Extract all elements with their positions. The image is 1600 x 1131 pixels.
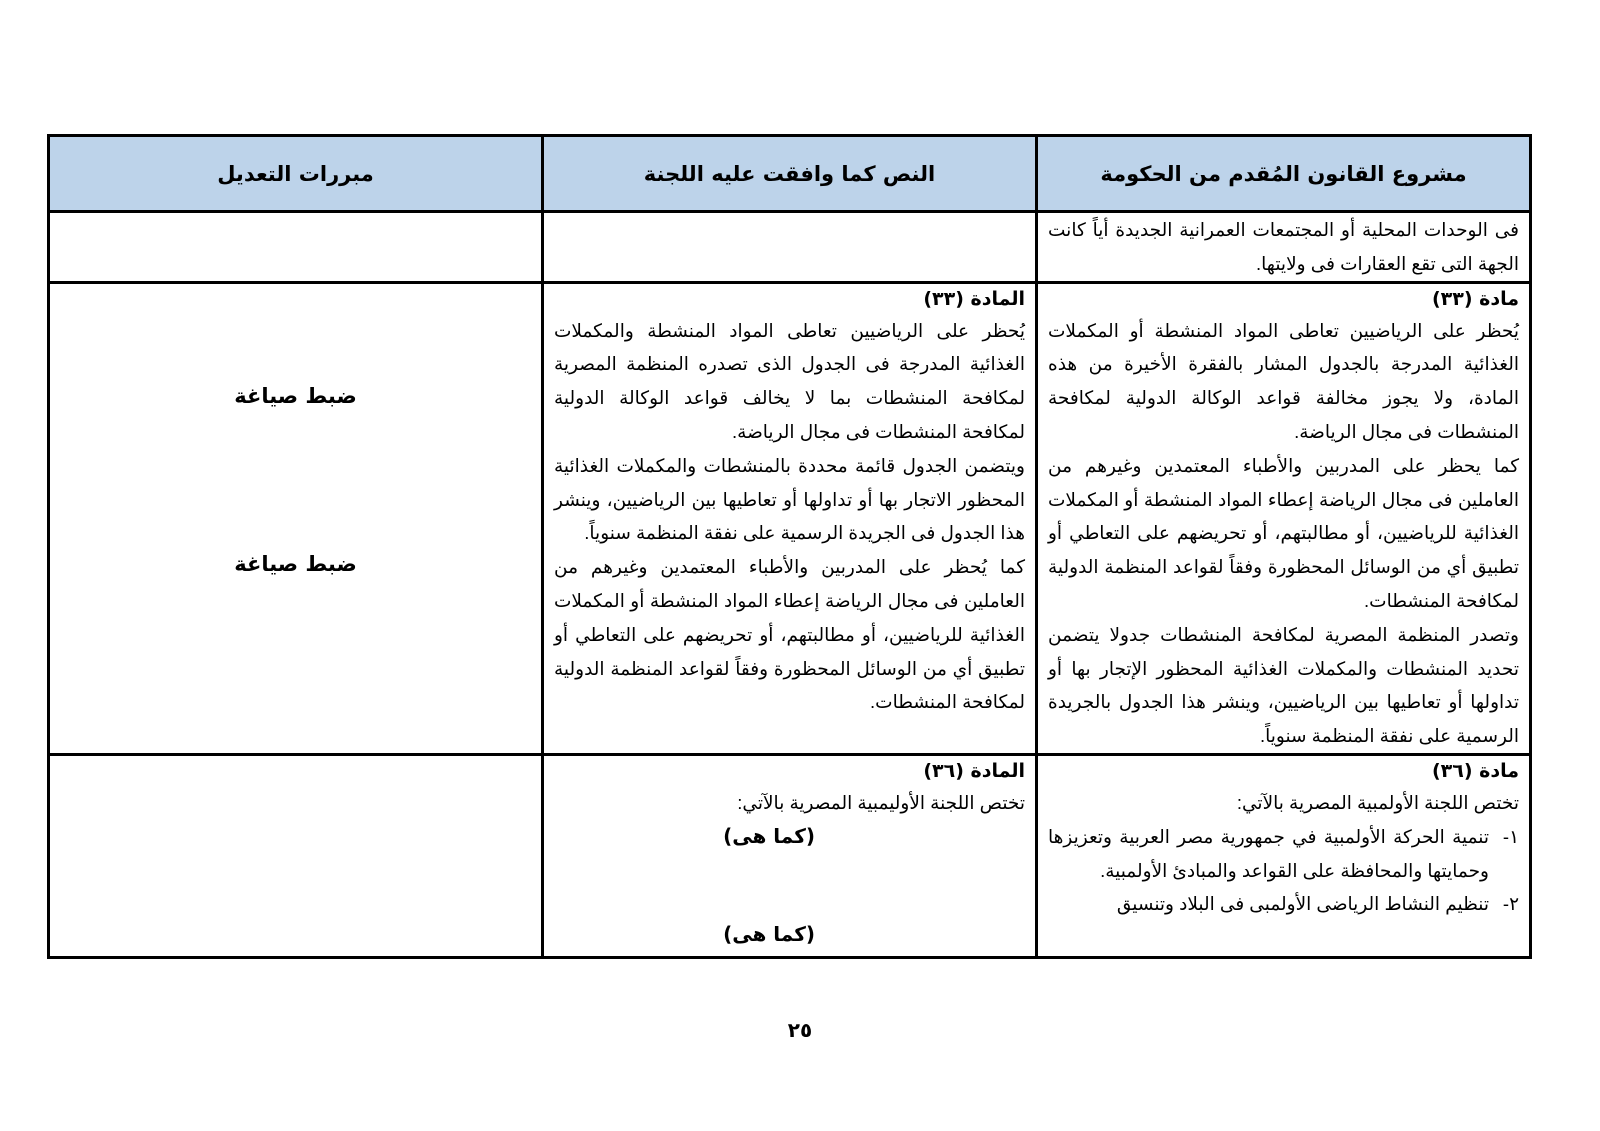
table-row xyxy=(49,282,1531,754)
table-row xyxy=(49,754,1531,957)
list-number: ٢- xyxy=(1502,893,1519,915)
justification-cell xyxy=(49,212,543,283)
intro-text: تختص اللجنة الأولمبية المصرية بالآتي: xyxy=(1236,791,1519,813)
page-number: ٢٥ xyxy=(787,1018,813,1042)
paragraph: يُحظر على الرياضيين تعاطى المواد المنشطة أو المكملات الغذائية المدرجة بالجدول المشار بالفقرة الأخيرة من هذه المادة، ولا يجوز مخالفة قواعد الوكالة الدولية لمكافحة المنشطات فى مجال الرياضة. xyxy=(1048,319,1519,442)
table-row xyxy=(49,212,1531,283)
government-draft-cell xyxy=(1037,754,1531,957)
intro-text: تختص اللجنة الأوليمبية المصرية بالآتي: xyxy=(737,791,1025,813)
justification-cell xyxy=(49,282,543,754)
paragraph: فى الوحدات المحلية أو المجتمعات العمرانية الجديدة أياً كانت الجهة التى تقع العقارات فى ولايتها. xyxy=(1048,219,1519,274)
list-item xyxy=(1048,820,1519,888)
list-text: تنمية الحركة الأولمبية في جمهورية مصر العربية وتعزيزها وحمايتها والمحافظة على القواعد والمبادئ الأولمبية. xyxy=(1048,825,1489,881)
header-government-draft: مشروع القانون المُقدم من الحكومة xyxy=(1037,136,1531,212)
article-heading: المادة (٣٦) xyxy=(923,759,1025,782)
paragraph: كما يحظر على المدربين والأطباء المعتمدين وغيرهم من العاملين فى مجال الرياضة إعطاء المواد المنشطة أو المكملات الغذائية للرياضيين، أو مطالبتهم، أو تحريضهم على التعاطي أو تطبيق أي من الوسائل المحظورة وفقاً لقواعد المنظمة الدولية لمكافحة المنشطات. xyxy=(1048,454,1519,611)
government-draft-cell xyxy=(1037,212,1531,283)
committee-text-cell xyxy=(543,754,1037,957)
list-text: تنظيم النشاط الرياضى الأولمبى فى البلاد وتنسيق xyxy=(1116,893,1489,915)
paragraph: يُحظر على الرياضيين تعاطى المواد المنشطة والمكملات الغذائية المدرجة فى الجدول الذى تصدره المنظمة المصرية لمكافحة المنشطات بما لا يخالف قواعد الوكالة الدولية لمكافحة المنشطات فى مجال الرياضة. xyxy=(554,319,1025,442)
comparison-table xyxy=(47,134,1532,959)
list-number: ١- xyxy=(1502,825,1519,847)
header-committee-text: النص كما وافقت عليه اللجنة xyxy=(543,136,1037,212)
table-header-row xyxy=(49,136,1531,212)
committee-text-cell xyxy=(543,212,1037,283)
justification-label: ضبط صياغة xyxy=(234,551,357,576)
article-heading: مادة (٣٣) xyxy=(1431,287,1519,310)
paragraph: ويتضمن الجدول قائمة محددة بالمنشطات والمكملات الغذائية المحظور الاتجار بها أو تداولها أو تعاطيها بين الرياضيين، وينشر هذا الجدول فى الجريدة الرسمية على نفقة المنظمة سنوياً. xyxy=(554,454,1025,544)
paragraph: كما يُحظر على المدربين والأطباء المعتمدين وغيرهم من العاملين فى مجال الرياضة إعطاء المواد المنشطة أو المكملات الغذائية للرياضيين، أو مطالبتهم، أو تحريضهم على التعاطي أو تطبيق أي من الوسائل المحظورة وفقاً لقواعد المنظمة الدولية لمكافحة المنشطات. xyxy=(554,556,1025,713)
justification-cell xyxy=(49,754,543,957)
committee-text-cell xyxy=(543,282,1037,754)
as-is-mark: (كما هى) xyxy=(723,921,815,946)
article-heading: مادة (٣٦) xyxy=(1431,759,1519,782)
header-justifications: مبررات التعديل xyxy=(49,136,543,212)
list-item xyxy=(1048,887,1519,921)
justification-label: ضبط صياغة xyxy=(234,383,357,408)
as-is-mark: (كما هى) xyxy=(723,823,815,848)
paragraph: وتصدر المنظمة المصرية لمكافحة المنشطات جدولا يتضمن تحديد المنشطات والمكملات الغذائية المحظور الإتجار بها أو تداولها أو تعاطيها بين الرياضيين، وينشر هذا الجدول بالجريدة الرسمية على نفقة المنظمة سنوياً. xyxy=(1048,623,1519,747)
article-heading: المادة (٣٣) xyxy=(923,287,1025,310)
government-draft-cell xyxy=(1037,282,1531,754)
